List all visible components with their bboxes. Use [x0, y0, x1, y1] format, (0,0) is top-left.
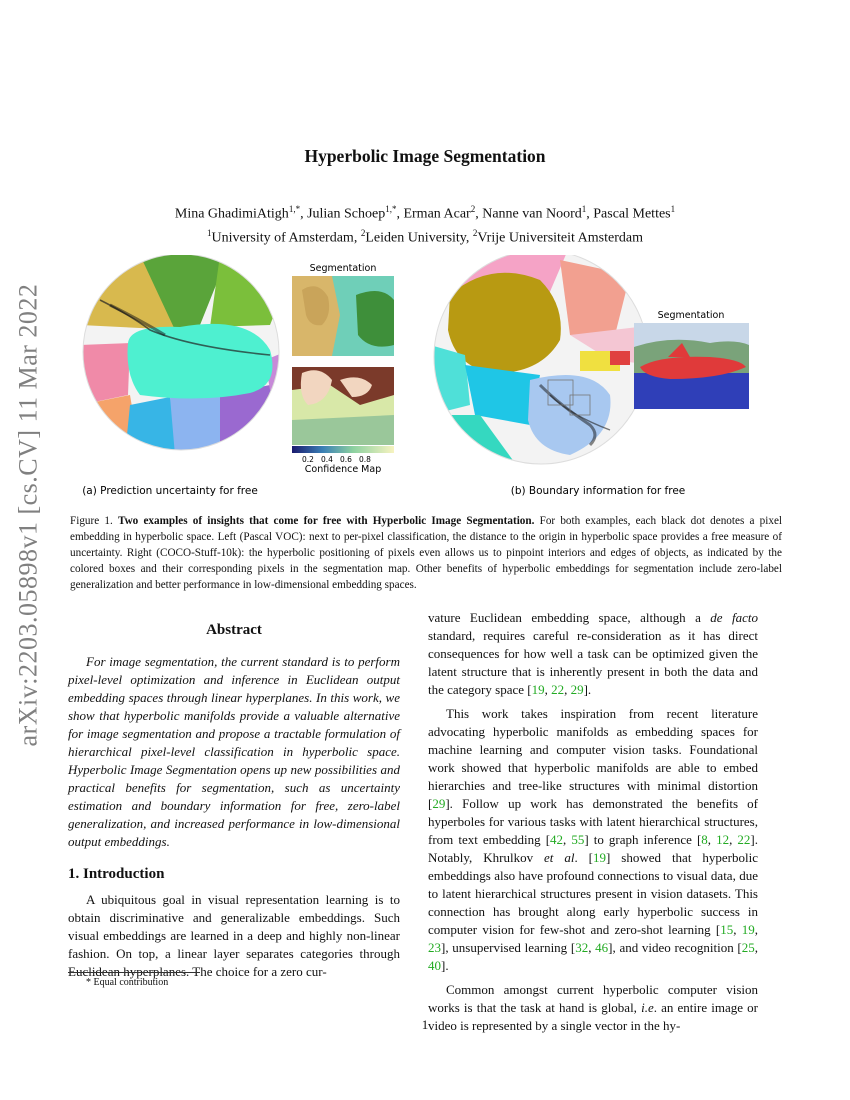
affiliation: University of Amsterdam [211, 230, 354, 246]
caption-label: Figure 1. [70, 515, 113, 527]
arxiv-identifier [4, 283, 52, 747]
footnote-rule [68, 972, 200, 973]
figure-caption [70, 513, 782, 593]
section-heading-introduction: 1. Introduction [68, 866, 165, 882]
citation-link[interactable]: 32 [575, 940, 589, 955]
paper-title: Hyperbolic Image Segmentation [304, 146, 546, 166]
author-name: Mina GhadimiAtigh [174, 206, 289, 222]
citation-link[interactable]: 22 [737, 832, 751, 847]
author-name: Julian Schoep [307, 206, 386, 222]
citation-link[interactable]: 19 [593, 850, 606, 865]
author-list: Mina GhadimiAtigh$^{1,*}$, Julian Schoep$^{1,*}$, Erman Acar$^2$, Nanne van Noord$^1$, Pascal Mettes$^1$ [174, 204, 676, 222]
author-name: Erman Acar [403, 206, 471, 222]
author-name: Nanne van Noord [482, 206, 582, 222]
citation-link[interactable]: 19 [741, 922, 755, 937]
abstract-body: For image segmentation, the current standard is to perform pixel-level optimization and inference in Euclidean output embedding spaces through linear hyperplanes. In this work, we show that hyperbolic manifolds provide a valuable alternative for image segmentation and propose a tractable formulation of hierarchical pixel-level classification in hyperbolic space. Hyperbolic Image Segmentation opens up new possibilities and practical benefits for segmentation, such as uncertainty estimation and boundary information for free, zero-label generalization, and increased performance in low-dimensional output embeddings. [68, 654, 400, 849]
author-name: Pascal Mettes [593, 206, 671, 222]
intro-paragraph: A ubiquitous goal in visual representation learning is to obtain discriminative and generalizable embeddings. Such visual embeddings are learned in a deep and highly non-linear fashion. On top, a linear layer separates categories through Euclidean hyperplanes. The choice for a zero cur- [68, 892, 400, 979]
right-column [428, 609, 758, 1035]
citation-link[interactable]: 12 [716, 832, 730, 847]
right-paragraph-2: This work takes inspiration from recent literature advocating hyperbolic manifolds as embedding spaces for machine learning and computer vision tasks. Foundational work showed that hyperbolic manifolds are able to embed hierarchies and tree-like structures with minimal distortion [29]. Follow up work has demonstrated the benefits of hyperboles for various tasks with latent hierarchical structures, from text embedding [42, 55] to graph inference [8, 12, 22]. Notably, Khrulkov et al. [19] showed that hyperbolic embeddings also have profound connections to visual data, due to latent hierarchical structures present in vision datasets. This connection has brought along early hyperbolic success in computer vision for few-shot and zero-shot learning [15, 19, 23], unsupervised learning [32, 46], and video recognition [25, 40]. [428, 706, 759, 973]
poincare-disc-a [80, 255, 290, 455]
affiliation-list: $^1$University of Amsterdam, $^2$Leiden University, $^2$Vrije Universiteit Amsterdam [207, 227, 643, 246]
footnote: * Equal contribution [86, 977, 169, 988]
caption-bold: Two examples of insights that come for free with Hyperbolic Image Segmentation. [117, 515, 535, 527]
citation-link[interactable]: 40 [428, 958, 441, 973]
confidence-map-label: Confidence Map [304, 464, 382, 475]
subcaption-b: (b) Boundary information for free [510, 485, 686, 497]
segmentation-label-b: Segmentation [657, 310, 725, 321]
poincare-disc-b [430, 255, 655, 470]
citation-link[interactable]: 8 [701, 832, 708, 847]
svg-text:0.4: 0.4 [321, 455, 333, 464]
citation-link[interactable]: 15 [720, 922, 734, 937]
page-number: 1 [421, 1017, 429, 1032]
citation-link[interactable]: 22 [551, 682, 565, 697]
citation-link[interactable]: 29 [432, 796, 446, 811]
citation-link[interactable]: 42 [550, 832, 564, 847]
segmentation-image-b [634, 323, 749, 409]
citation-link[interactable]: 23 [428, 940, 441, 955]
abstract-heading: Abstract [206, 622, 262, 638]
left-column [68, 615, 400, 981]
svg-text:0.6: 0.6 [340, 455, 352, 464]
svg-text:0.8: 0.8 [359, 455, 371, 464]
caption-text: For both examples, each black dot denotes a pixel embedding in hyperbolic space. Left (Pascal VOC): next to per-pixel classification, the distance to the origin in hyperbolic space provides a free measure of uncertainty. Right (COCO-Stuff-10k): the hyperbolic positioning of pixels even allows us to pinpoint interiors and edges of objects, as indicated by the colored boxes and their corresponding pixels in the segmentation map. Other benefits of hyperbolic embeddings for segmentation include zero-label generalization and better performance in low-dimensional embedding spaces. [70, 515, 783, 591]
authors-block [0, 200, 850, 247]
affiliation: Vrije Universiteit Amsterdam [477, 230, 643, 246]
segmentation-label-a: Segmentation [309, 263, 377, 274]
right-paragraph-3: Common amongst current hyperbolic computer vision works is that the task at hand is global, i.e. an entire image or video is represented by a single vector in the hy- [428, 982, 758, 1033]
figure-1 [70, 255, 782, 500]
citation-link[interactable]: 29 [570, 682, 584, 697]
citation-link[interactable]: 46 [595, 940, 609, 955]
citation-link[interactable]: 19 [531, 682, 545, 697]
svg-text:0.2: 0.2 [302, 455, 314, 464]
subcaption-a: (a) Prediction uncertainty for free [82, 485, 258, 497]
citation-link[interactable]: 25 [741, 940, 755, 955]
segmentation-image-a [292, 276, 394, 356]
arxiv-text: arXiv:2203.05898v1 [cs.CV] 11 Mar 2022 [13, 283, 42, 747]
confidence-map-a [292, 367, 394, 453]
citation-link[interactable]: 55 [571, 832, 585, 847]
right-paragraph-1: vature Euclidean embedding space, although a de facto standard, requires careful re-consideration as it has direct consequences for how well a task can be optimized given the latent structure that is inherently present in both the data and the category space [19, 22, 29]. [428, 610, 758, 697]
affiliation: Leiden University [365, 230, 466, 246]
